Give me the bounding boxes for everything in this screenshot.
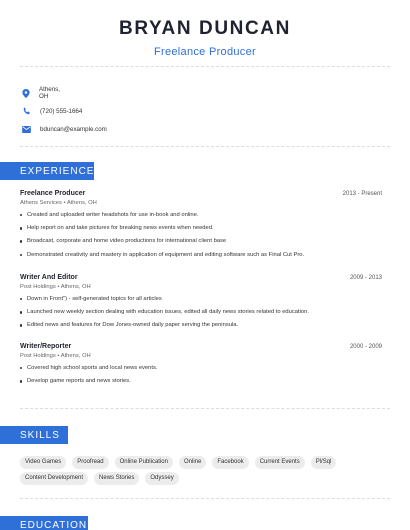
skill-chip: Video Games — [20, 456, 66, 469]
job-dates: 2000 - 2009 — [349, 344, 382, 350]
job-bullet: Broadcast, corporate and home video productions for international client base — [20, 237, 382, 250]
contact-phone — [22, 102, 82, 120]
section-heading-education: EDUCATION — [0, 516, 88, 530]
job-bullet: Down in Front") - self-generated topics for all articles — [20, 295, 382, 308]
job-entry — [20, 190, 382, 264]
skill-chip: Content Development — [20, 472, 88, 485]
skills-list — [20, 456, 390, 488]
map-pin-icon — [22, 89, 30, 98]
job-bullet: Launched new weekly section dealing with education issues, edited all daily news stories related to education. — [20, 308, 382, 321]
job-bullet: Demonstrated creativity and mastery in application of equipment and editing software such as Final Cut Pro. — [20, 251, 382, 264]
job-title: Freelance Producer — [20, 190, 86, 197]
job-entry — [20, 343, 382, 390]
email-link[interactable]: bduncan@example.com — [40, 125, 107, 133]
skill-chip: Proofread — [72, 456, 108, 469]
phone-icon — [22, 107, 31, 116]
section-heading-experience: EXPERIENCE — [0, 162, 94, 180]
skill-chip: Current Events — [255, 456, 305, 469]
divider — [20, 66, 390, 67]
divider — [20, 498, 390, 499]
job-company: Post Holdings • Athens, OH — [20, 353, 91, 359]
envelope-icon — [22, 125, 31, 134]
job-bullet: Help report on and take pictures for breaking news events when needed. — [20, 224, 382, 237]
job-company: Athens Services • Athens, OH — [20, 200, 97, 206]
skill-chip: Odyssey — [145, 472, 178, 485]
phone-text: (720) 555-1664 — [40, 107, 83, 115]
contact-email[interactable] — [22, 120, 107, 138]
contact-location — [22, 84, 61, 102]
job-bullet: Created and uploaded writer headshots for use in-book and online. — [20, 211, 382, 224]
job-bullet: Develop game reports and news stories. — [20, 377, 382, 390]
job-title: Writer/Reporter — [20, 343, 72, 350]
candidate-name: BRYAN DUNCAN — [119, 18, 291, 39]
job-title: Writer And Editor — [20, 274, 78, 281]
skill-chip: Online Publication — [115, 456, 173, 469]
skill-chip: Online — [179, 456, 206, 469]
job-company: Post Holdings • Athens, OH — [20, 284, 91, 290]
divider — [20, 146, 390, 147]
section-heading-skills: SKILLS — [0, 426, 68, 444]
job-entry — [20, 274, 382, 335]
resume-header — [0, 18, 410, 58]
job-dates: 2009 - 2013 — [349, 275, 382, 281]
candidate-title: Freelance Producer — [153, 46, 256, 58]
job-bullet: Covered high school sports and local news events. — [20, 364, 382, 377]
location-text: Athens, OH — [39, 86, 60, 100]
skill-chip: Facebook — [212, 456, 248, 469]
skill-chip: News Stories — [94, 472, 139, 485]
divider — [20, 408, 390, 409]
job-dates: 2013 - Present — [342, 191, 382, 197]
skill-chip: Pl/Sql — [311, 456, 337, 469]
job-bullet: Edited news and features for Dow Jones-owned daily paper serving the peninsula. — [20, 321, 382, 334]
